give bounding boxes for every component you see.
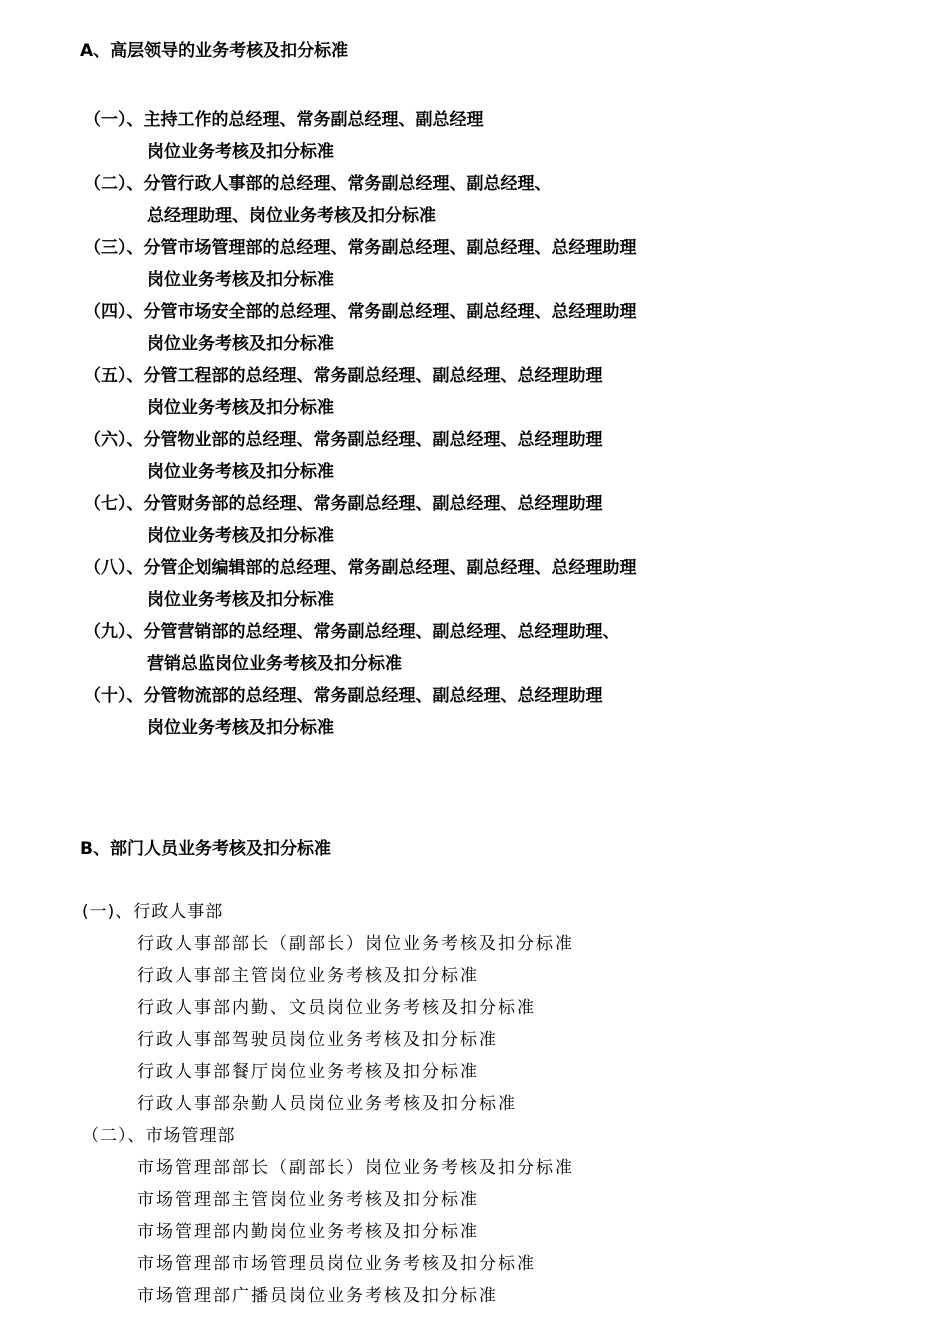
item-line: （十）、分管物流部的总经理、常务副总经理、副总经理、总经理助理	[84, 686, 603, 706]
list-item: 行政人事部主管岗位业务考核及扣分标准	[137, 966, 479, 986]
item-line: （六）、分管物业部的总经理、常务副总经理、副总经理、总经理助理	[84, 430, 603, 450]
list-item: 行政人事部部长（副部长）岗位业务考核及扣分标准	[137, 934, 574, 954]
list-item: 行政人事部驾驶员岗位业务考核及扣分标准	[137, 1030, 498, 1050]
item-line-continuation: 总经理助理、岗位业务考核及扣分标准	[147, 206, 436, 226]
section-b-title: B、部门人员业务考核及扣分标准	[80, 839, 331, 859]
list-item: 行政人事部内勤、文员岗位业务考核及扣分标准	[137, 998, 536, 1018]
list-item	[84, 232, 637, 296]
item-line: （二）、分管行政人事部的总经理、常务副总经理、副总经理、	[84, 174, 552, 194]
item-line: （三）、分管市场管理部的总经理、常务副总经理、副总经理、总经理助理	[84, 238, 637, 258]
section-a-title: A、高层领导的业务考核及扣分标准	[80, 41, 349, 61]
item-line-continuation: 岗位业务考核及扣分标准	[147, 334, 334, 354]
item-line-continuation: 岗位业务考核及扣分标准	[147, 398, 334, 418]
list-item	[84, 168, 637, 232]
group-item-list	[82, 1152, 574, 1312]
item-line-continuation: 岗位业务考核及扣分标准	[147, 718, 334, 738]
item-line-continuation: 营销总监岗位业务考核及扣分标准	[147, 654, 402, 674]
list-item: 行政人事部杂勤人员岗位业务考核及扣分标准	[137, 1094, 517, 1114]
item-line-continuation: 岗位业务考核及扣分标准	[147, 590, 334, 610]
item-line-continuation: 岗位业务考核及扣分标准	[147, 270, 334, 290]
group-heading: （二）、市场管理部	[82, 1126, 236, 1146]
list-item: 市场管理部内勤岗位业务考核及扣分标准	[137, 1222, 479, 1242]
list-item	[84, 424, 637, 488]
item-line: （一）、主持工作的总经理、常务副总经理、副总经理	[84, 110, 484, 130]
list-item	[84, 488, 637, 552]
department-group-market-management	[82, 1120, 574, 1312]
list-item	[84, 616, 637, 680]
section-a-list	[84, 104, 637, 744]
list-item	[84, 296, 637, 360]
list-item: 行政人事部餐厅岗位业务考核及扣分标准	[137, 1062, 479, 1082]
list-item	[84, 552, 637, 616]
list-item: 市场管理部部长（副部长）岗位业务考核及扣分标准	[137, 1158, 574, 1178]
item-line: （五）、分管工程部的总经理、常务副总经理、副总经理、总经理助理	[84, 366, 603, 386]
item-line: （七）、分管财务部的总经理、常务副总经理、副总经理、总经理助理	[84, 494, 603, 514]
list-item: 市场管理部广播员岗位业务考核及扣分标准	[137, 1286, 498, 1306]
item-line-continuation: 岗位业务考核及扣分标准	[147, 142, 334, 162]
list-item	[84, 680, 637, 744]
group-item-list	[82, 928, 574, 1120]
department-group-admin-hr	[82, 896, 574, 1120]
item-line-continuation: 岗位业务考核及扣分标准	[147, 462, 334, 482]
list-item: 市场管理部主管岗位业务考核及扣分标准	[137, 1190, 479, 1210]
list-item	[84, 360, 637, 424]
list-item: 市场管理部市场管理员岗位业务考核及扣分标准	[137, 1254, 536, 1274]
item-line-continuation: 岗位业务考核及扣分标准	[147, 526, 334, 546]
item-line: （八）、分管企划编辑部的总经理、常务副总经理、副总经理、总经理助理	[84, 558, 637, 578]
list-item	[84, 104, 637, 168]
item-line: （九）、分管营销部的总经理、常务副总经理、副总经理、总经理助理、	[84, 622, 620, 642]
group-heading: (一)、行政人事部	[82, 902, 224, 922]
item-line: （四）、分管市场安全部的总经理、常务副总经理、副总经理、总经理助理	[84, 302, 637, 322]
